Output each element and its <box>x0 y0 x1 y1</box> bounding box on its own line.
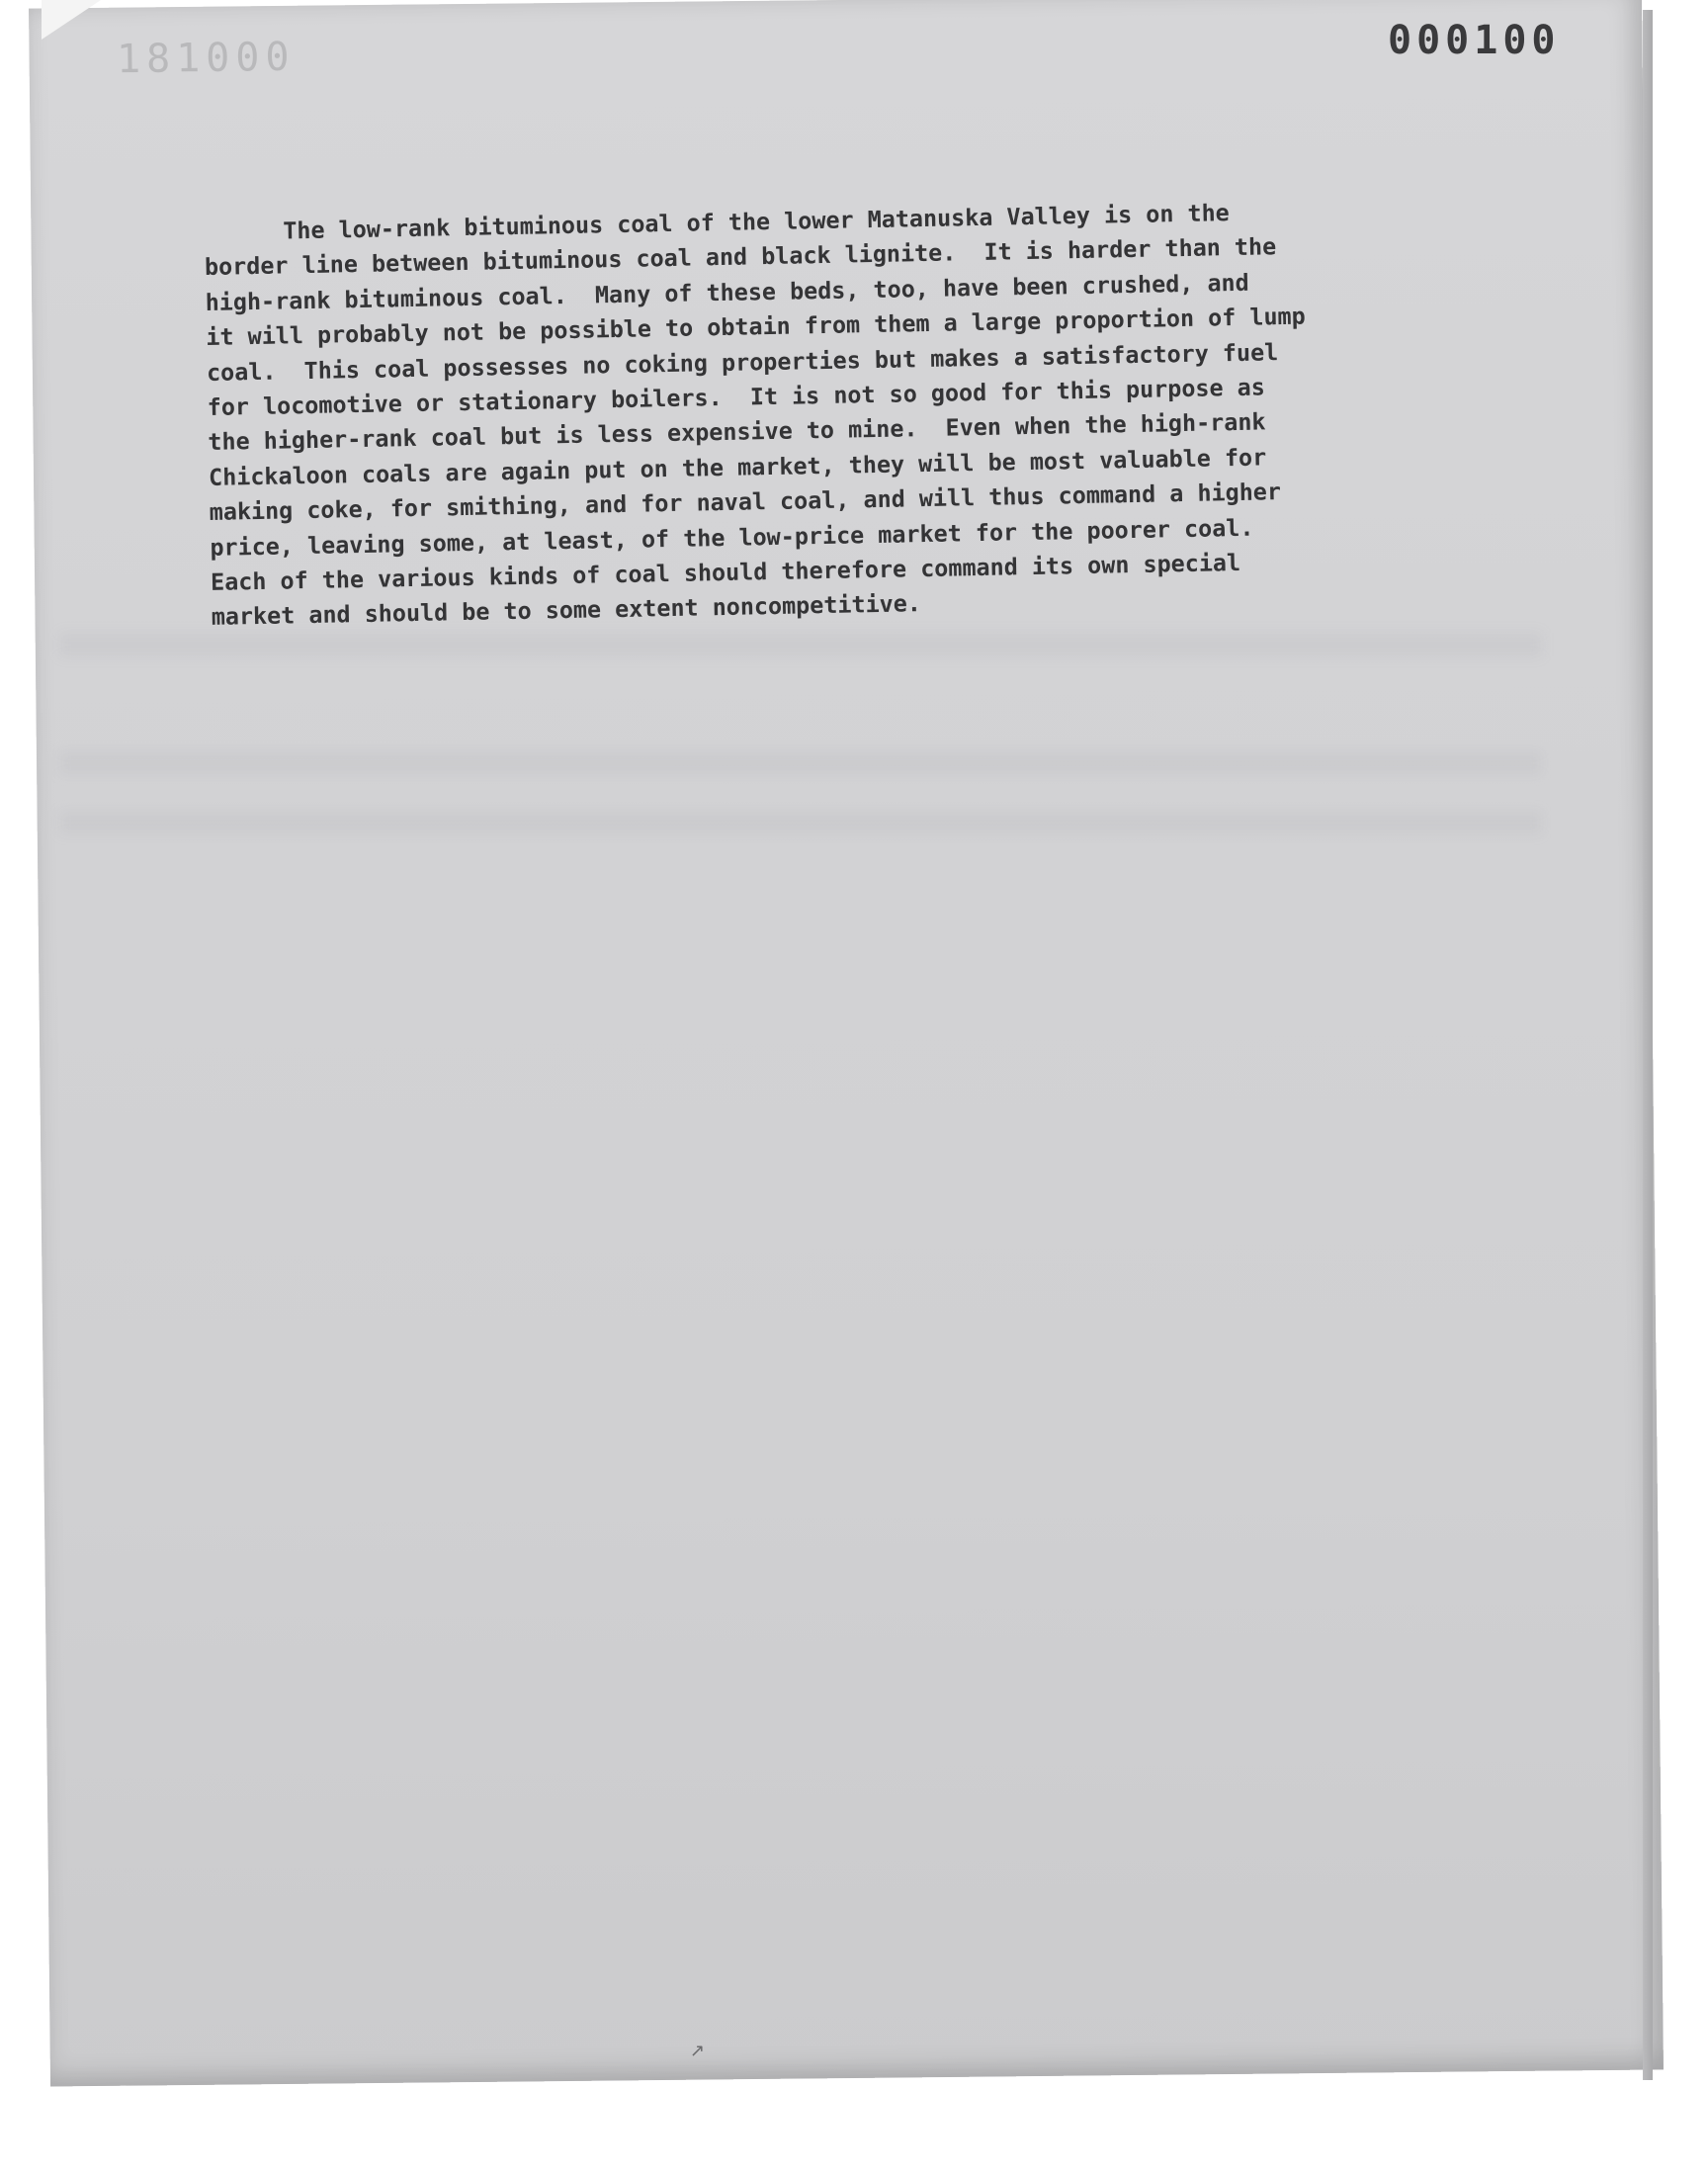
text-line: Chickaloon coals are again put on the market, they will be most valuable for <box>208 443 1267 491</box>
typed-paragraph <box>204 190 1536 636</box>
bleed-through-mark <box>59 811 1542 834</box>
text-line: coal. This coal possesses no coking properties but makes a satisfactory fuel <box>206 337 1279 387</box>
paper-edge <box>1643 10 1653 2080</box>
text-line: making coke, for smithing, and for naval coal, and will thus command a higher <box>209 478 1282 527</box>
text-line: Each of the various kinds of coal should therefore command its own special <box>210 548 1241 596</box>
folded-corner <box>42 0 101 40</box>
faded-serial-number: 181000 <box>116 34 296 83</box>
text-line: it will probably not be possible to obtain from them a large proportion of lump <box>206 302 1306 352</box>
text-line: high-rank bituminous coal. Many of these beds, too, have been crushed, and <box>205 268 1249 316</box>
text-line: for locomotive or stationary boilers. It is not so good for this purpose as <box>207 373 1266 421</box>
stray-pencil-mark: ↗ <box>690 2041 706 2061</box>
text-line: border line between bituminous coal and black lignite. It is harder than the <box>204 232 1277 282</box>
text-line: the higher-rank coal but is less expensive to mine. Even when the high-rank <box>208 407 1266 457</box>
text-line: price, leaving some, at least, of the low-price market for the poorer coal. <box>210 513 1254 562</box>
text-line: The low-rank bituminous coal of the lower Matanuska Valley is on the <box>283 199 1231 245</box>
serial-number: 000100 <box>1388 18 1561 63</box>
text-line: market and should be to some extent noncompetitive. <box>211 589 922 632</box>
bleed-through-mark <box>59 633 1542 656</box>
bleed-through-mark <box>59 751 1542 775</box>
